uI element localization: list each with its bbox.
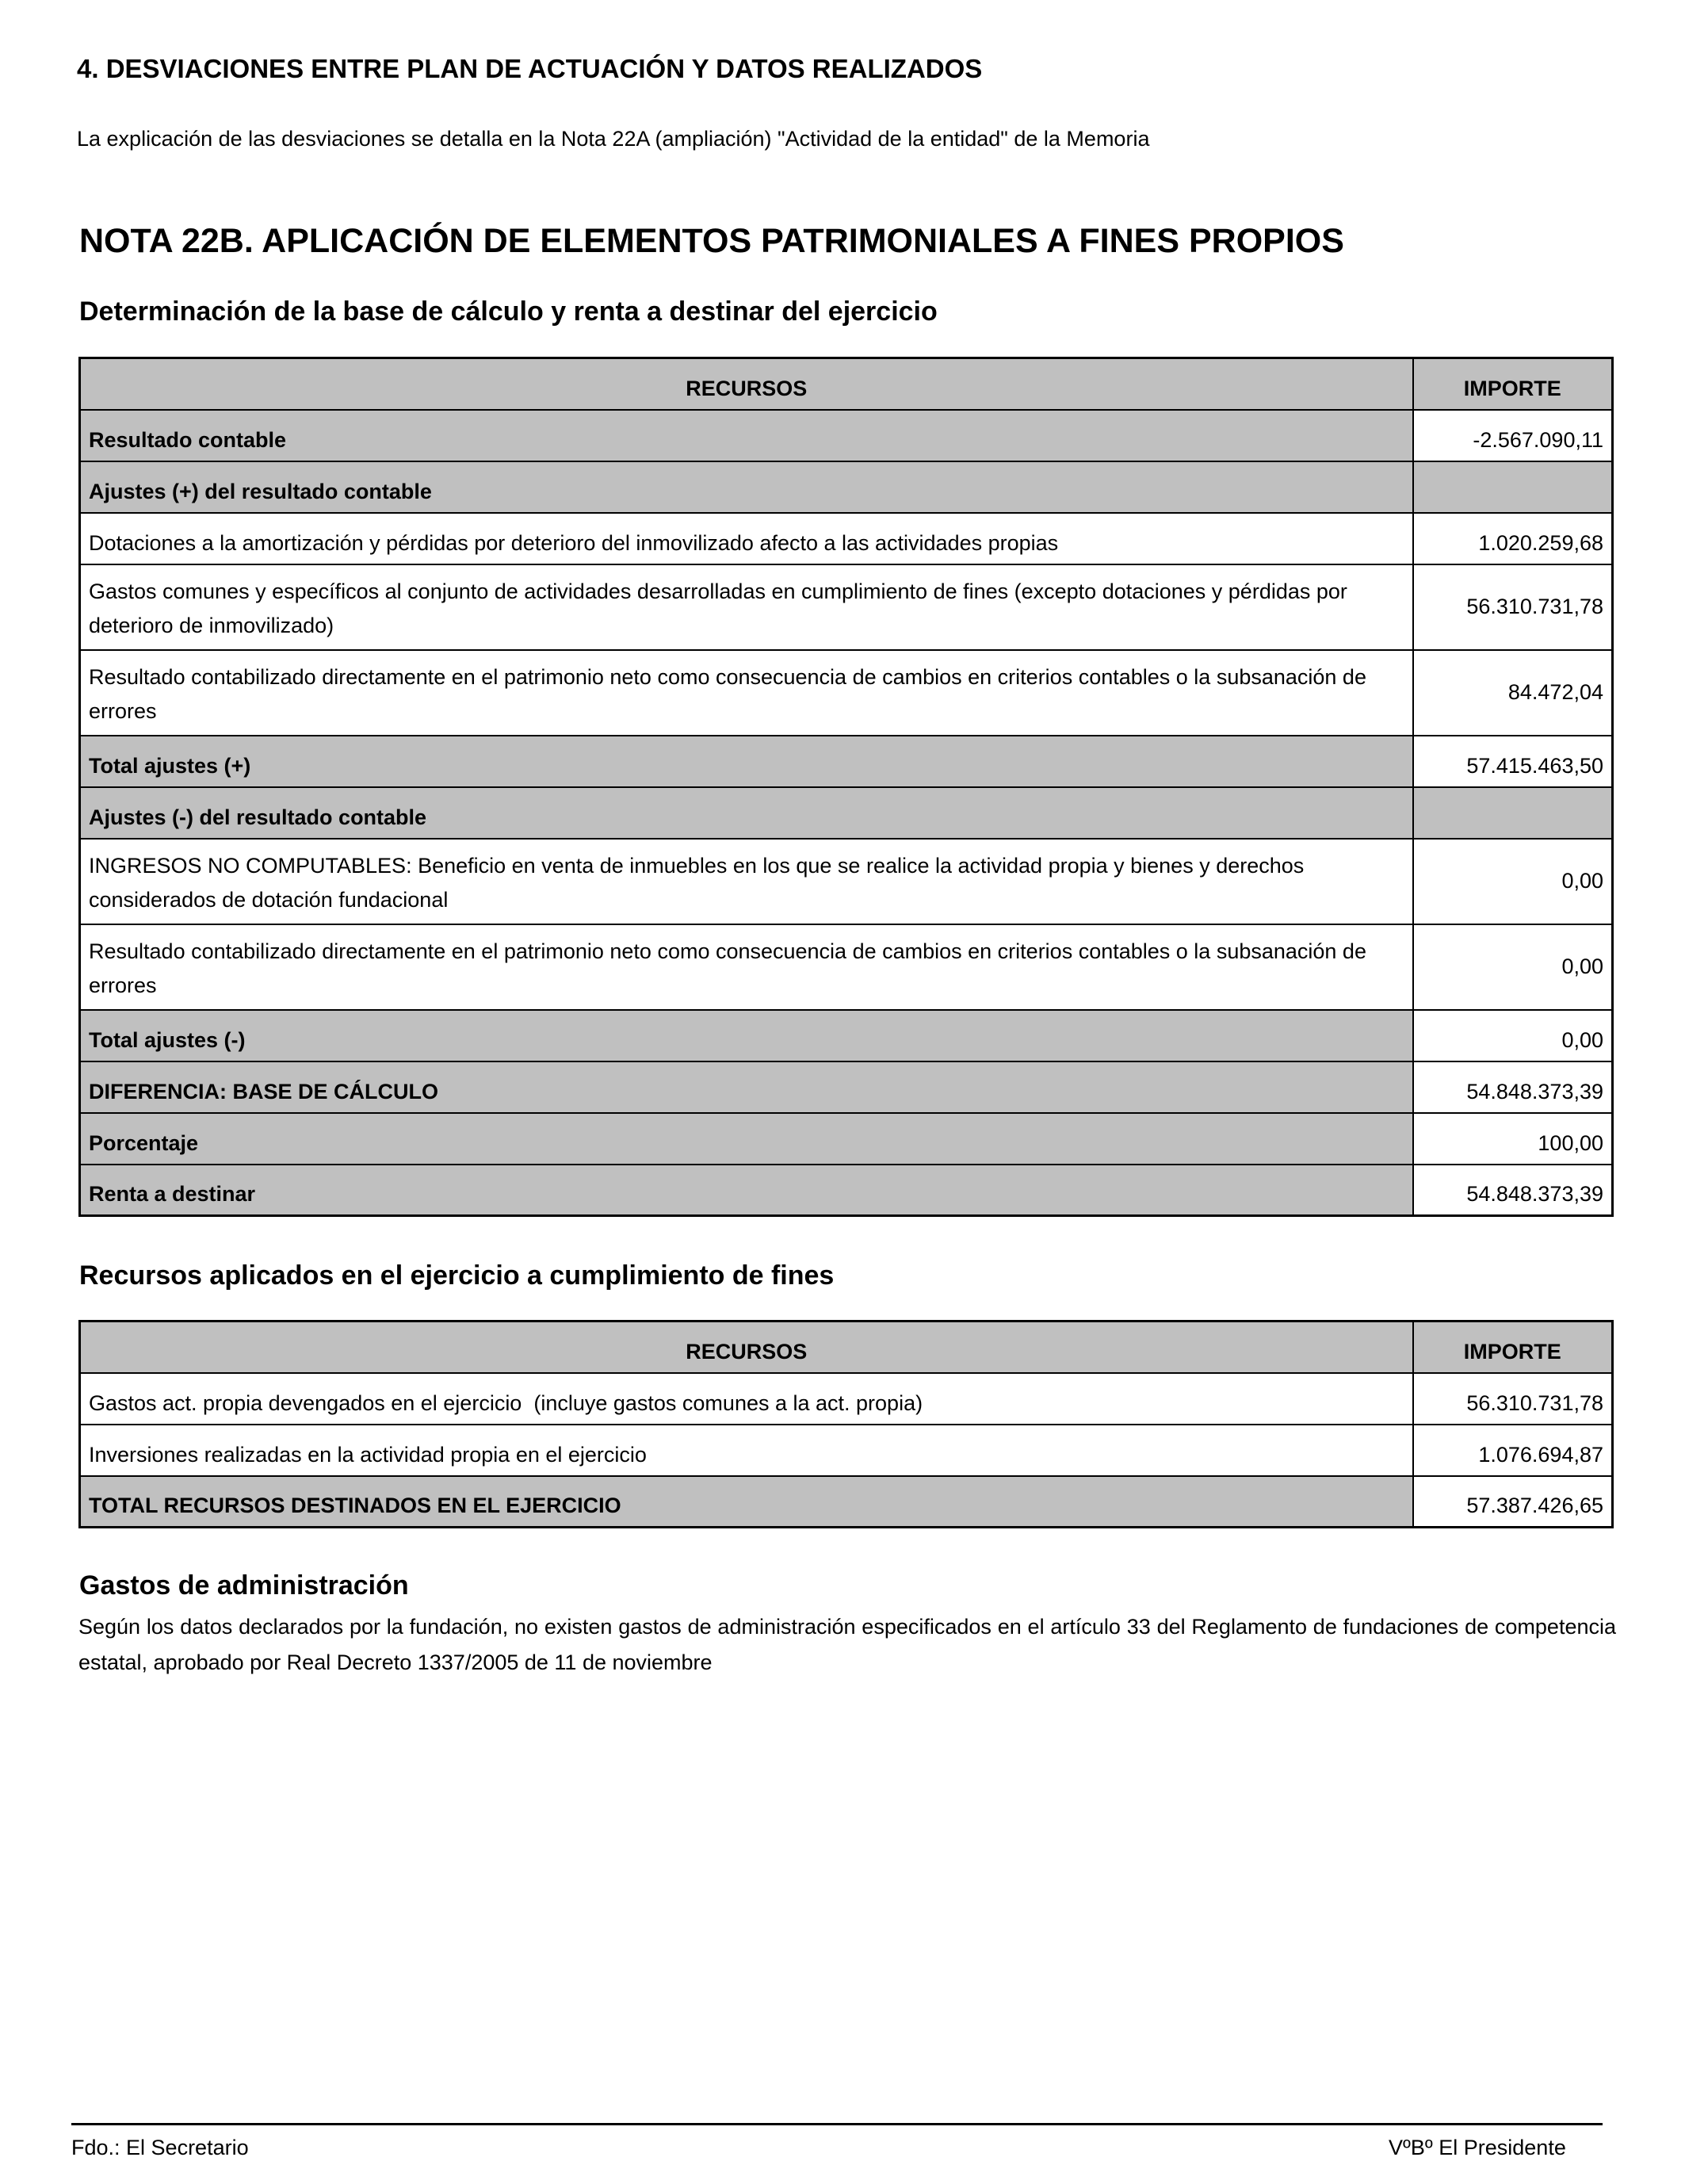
footer-divider [71, 2123, 1603, 2125]
row-amount: 0,00 [1413, 924, 1613, 1010]
row-amount [1413, 787, 1613, 839]
row-amount: 0,00 [1413, 839, 1613, 924]
row-concept: Ajustes (-) del resultado contable [80, 787, 1413, 839]
row-concept: DIFERENCIA: BASE DE CÁLCULO [80, 1061, 1413, 1113]
row-amount: 57.387.426,65 [1413, 1476, 1613, 1528]
table-row [80, 410, 1613, 461]
signature-secretario: Fdo.: El Secretario [71, 2136, 249, 2159]
base-calculo-title: Determinación de la base de cálculo y renta a destinar del ejercicio [79, 296, 938, 327]
table-row [80, 513, 1613, 564]
header-recursos: RECURSOS [80, 358, 1413, 410]
row-concept: Total ajustes (-) [80, 1010, 1413, 1061]
row-concept: Resultado contable [80, 410, 1413, 461]
row-amount: 1.020.259,68 [1413, 513, 1613, 564]
row-concept: INGRESOS NO COMPUTABLES: Beneficio en venta de inmuebles en los que se realice la actividad propia y bienes y derechos considerados de dotación fundacional [80, 839, 1413, 924]
table-row [80, 924, 1613, 1010]
table-row [80, 1476, 1613, 1528]
row-amount: 0,00 [1413, 1010, 1613, 1061]
row-amount: 1.076.694,87 [1413, 1425, 1613, 1476]
row-amount: -2.567.090,11 [1413, 410, 1613, 461]
table-row [80, 1373, 1613, 1425]
row-amount: 56.310.731,78 [1413, 1373, 1613, 1425]
table-header-row [80, 358, 1613, 410]
row-concept: Porcentaje [80, 1113, 1413, 1165]
table-row [80, 650, 1613, 736]
row-concept: Resultado contabilizado directamente en el patrimonio neto como consecuencia de cambios en criterios contables o la subsanación de errores [80, 924, 1413, 1010]
nota-22b-title: NOTA 22B. APLICACIÓN DE ELEMENTOS PATRIMONIALES A FINES PROPIOS [79, 222, 1344, 260]
table-row [80, 564, 1613, 650]
table-row [80, 1165, 1613, 1216]
section-4-text: La explicación de las desviaciones se detalla en la Nota 22A (ampliación) "Actividad de la entidad" de la Memoria [77, 127, 1150, 151]
table-row [80, 839, 1613, 924]
header-importe: IMPORTE [1413, 358, 1613, 410]
table-row [80, 1010, 1613, 1061]
row-concept: Resultado contabilizado directamente en el patrimonio neto como consecuencia de cambios en criterios contables o la subsanación de errores [80, 650, 1413, 736]
row-concept: Renta a destinar [80, 1165, 1413, 1216]
base-calculo-table [78, 357, 1614, 1217]
row-amount: 56.310.731,78 [1413, 564, 1613, 650]
section-4-title: 4. DESVIACIONES ENTRE PLAN DE ACTUACIÓN Y DATOS REALIZADOS [77, 54, 983, 83]
row-amount: 84.472,04 [1413, 650, 1613, 736]
table-row [80, 1425, 1613, 1476]
table-row [80, 787, 1613, 839]
signature-presidente: VºBº El Presidente [1389, 2136, 1566, 2159]
row-concept: Gastos comunes y específicos al conjunto de actividades desarrolladas en cumplimiento de fines (excepto dotaciones y pérdidas por deterioro de inmovilizado) [80, 564, 1413, 650]
header-recursos: RECURSOS [80, 1321, 1413, 1373]
recursos-aplicados-table [78, 1320, 1614, 1528]
row-amount [1413, 461, 1613, 513]
gastos-administracion-title: Gastos de administración [79, 1570, 409, 1601]
row-concept: TOTAL RECURSOS DESTINADOS EN EL EJERCICIO [80, 1476, 1413, 1528]
recursos-aplicados-title: Recursos aplicados en el ejercicio a cumplimiento de fines [79, 1260, 835, 1291]
header-importe: IMPORTE [1413, 1321, 1613, 1373]
gastos-administracion-text: Según los datos declarados por la fundación, no existen gastos de administración especificados en el artículo 33 del Reglamento de fundaciones de competencia estatal, aprobado por Real Decreto 1337/2005 de 11 de noviembre [78, 1615, 1616, 1674]
row-amount: 100,00 [1413, 1113, 1613, 1165]
table-row [80, 1061, 1613, 1113]
row-concept: Gastos act. propia devengados en el ejercicio (incluye gastos comunes a la act. propia) [80, 1373, 1413, 1425]
row-concept: Inversiones realizadas en la actividad propia en el ejercicio [80, 1425, 1413, 1476]
row-concept: Ajustes (+) del resultado contable [80, 461, 1413, 513]
table-row [80, 461, 1613, 513]
table-row [80, 1113, 1613, 1165]
row-amount: 54.848.373,39 [1413, 1165, 1613, 1216]
row-concept: Total ajustes (+) [80, 736, 1413, 787]
row-amount: 54.848.373,39 [1413, 1061, 1613, 1113]
table-row [80, 736, 1613, 787]
row-concept: Dotaciones a la amortización y pérdidas por deterioro del inmovilizado afecto a las actividades propias [80, 513, 1413, 564]
table-header-row [80, 1321, 1613, 1373]
row-amount: 57.415.463,50 [1413, 736, 1613, 787]
